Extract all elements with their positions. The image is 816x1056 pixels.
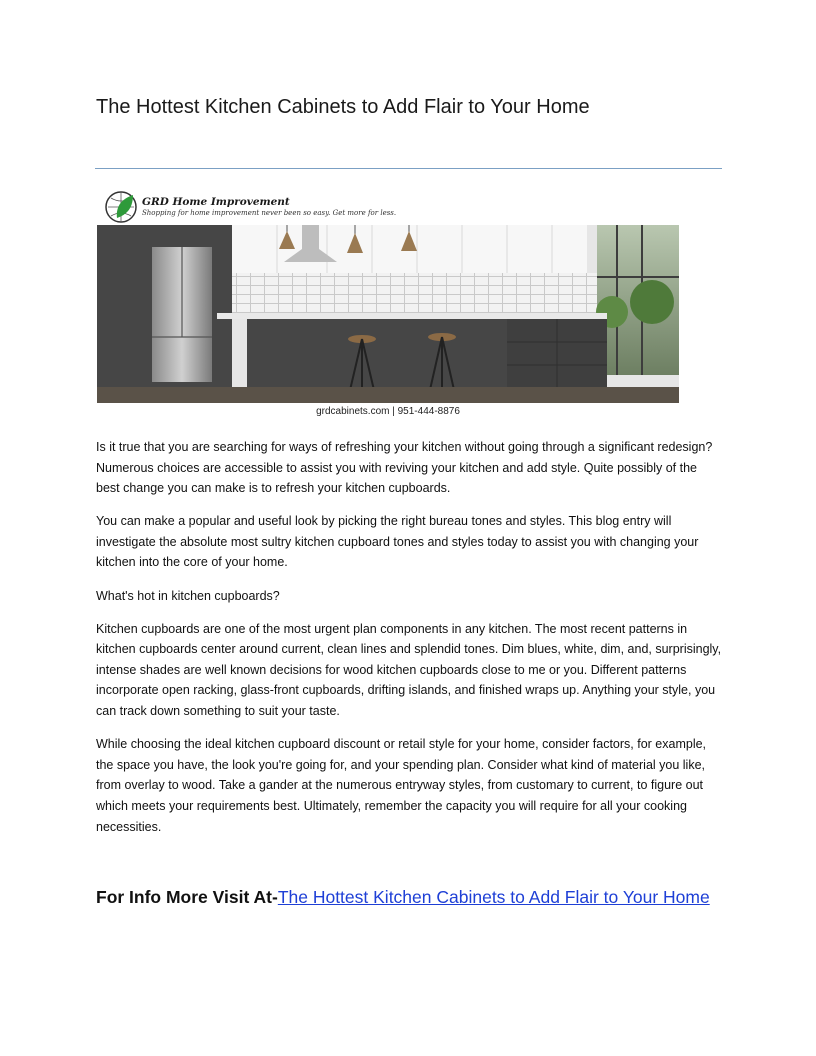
- globe-leaf-logo-icon: [106, 192, 136, 222]
- kitchen-photo: [97, 187, 679, 422]
- paragraph: Kitchen cupboards are one of the most urgent plan components in any kitchen. The most recent patterns in kitchen cupboards center around current, clean lines and splendid tones. Dim blues, white, dim, and, surprisingly, intense shades are well known decisions for wood kitchen cupboards close to me or you. Different patterns incorporate open racking, glass-front cupboards, drifting islands, and finished wraps up. Anything your style, you can track down something to suit your taste.: [96, 621, 722, 719]
- brand-name: GRD Home Improvement: [142, 196, 290, 208]
- title-divider: [95, 168, 722, 169]
- paragraph: You can make a popular and useful look by picking the right bureau tones and styles. This blog entry will investigate the absolute most sultry kitchen cupboard tones and styles today to assist you with changing your kitchen into the core of your home.: [96, 514, 699, 570]
- image-caption: grdcabinets.com | 951-444-8876: [316, 406, 460, 417]
- brand-tagline: Shopping for home improvement never been so easy. Get more for less.: [142, 209, 397, 217]
- kitchen-banner-image: [97, 187, 679, 422]
- paragraph: While choosing the ideal kitchen cupboard discount or retail style for your home, consider factors, for example, the space you have, the look you're going for, and your spending plan. Consider what kind of material you like, from overlay to wood. Take a gander at the numerous entryway styles, from customary to current, to figure out which meets your requirements best. Ultimately, remember the capacity you will require for all your cooking necessities.: [96, 737, 707, 834]
- article-link[interactable]: The Hottest Kitchen Cabinets to Add Flair to Your Home: [277, 887, 710, 907]
- brand-block: [142, 196, 396, 217]
- cta-prefix: For Info More Visit At-: [96, 887, 278, 907]
- info-visit-line: [96, 887, 710, 908]
- page-title: The Hottest Kitchen Cabinets to Add Flair to Your Home: [96, 96, 590, 118]
- paragraph: What's hot in kitchen cupboards?: [96, 588, 280, 603]
- paragraph: Is it true that you are searching for ways of refreshing your kitchen without going through a significant redesign? Numerous choices are accessible to assist you with reviving your kitchen and add style. Quite possibly of the best change you can make is to refresh your kitchen cupboards.: [96, 440, 713, 496]
- article-body: [96, 437, 723, 850]
